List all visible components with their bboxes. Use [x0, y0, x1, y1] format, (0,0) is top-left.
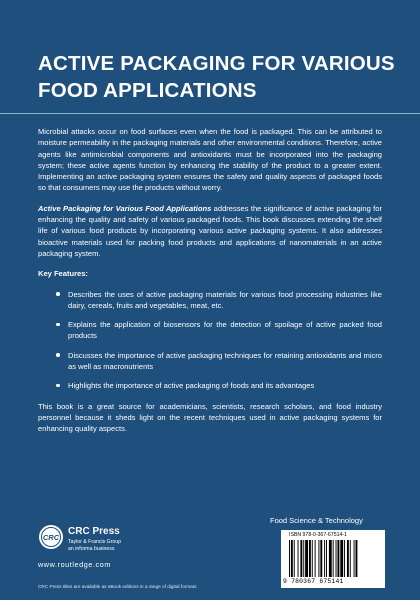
crc-press-logo: [38, 524, 64, 550]
key-features-heading: Key Features:: [38, 269, 88, 279]
publisher-tagline: an informa business: [68, 546, 115, 552]
publisher-url: www.routledge.com: [38, 560, 111, 569]
logo-text: CRC: [42, 532, 60, 542]
barcode-bar: [347, 540, 349, 577]
summary-paragraph: [38, 203, 382, 259]
ebook-note: CRC Press titles are available as eBook editions in a range of digital formats: [38, 584, 197, 589]
title-divider: [0, 113, 420, 114]
barcode-bar: [318, 540, 319, 577]
barcode-bar: [320, 540, 322, 577]
barcode-bar: [329, 540, 332, 577]
barcode-bar: [326, 540, 327, 577]
barcode-bar: [350, 540, 351, 577]
audience-paragraph: This book is a great source for academicians, scientists, research scholars, and food industry personnel because it sheds light on the recent techniques used in active packaging systems for enhancing quality aspects.: [38, 401, 382, 434]
barcode-bar: [309, 540, 311, 577]
key-feature-item: [54, 380, 382, 391]
barcode-bar: [289, 540, 290, 577]
barcode-bar: [300, 540, 302, 577]
key-feature-item: [54, 289, 382, 312]
barcode-icon: [289, 540, 377, 577]
barcode-bar: [294, 540, 295, 577]
bullet-icon: [56, 384, 60, 388]
summary-book-title: Active Packaging for Various Food Applications: [38, 203, 212, 213]
key-features-list: [54, 289, 382, 392]
barcode-bar: [312, 540, 313, 577]
bullet-icon: [56, 323, 60, 327]
barcode-bar: [354, 540, 355, 577]
intro-paragraph: Microbial attacks occur on food surfaces even when the food is packaged. This can be attributed to moisture permeability in the packaging materials and other environmental conditions. Therefore, active agents like antimicrobial components and antioxidants must be incorporated into the packaging system; these active agents function by enhancing the stability of the product to a greater extent. Implementing an active packaging system ensures the safety and quality aspects of packaged foods so that consumers may use the products without worry.: [38, 127, 382, 193]
isbn-barcode: [281, 530, 385, 588]
barcode-bar: [344, 540, 345, 577]
publisher-group: Taylor & Francis Group: [68, 539, 122, 545]
publisher-name: CRC Press: [68, 526, 120, 537]
book-title-line-1: ACTIVE PACKAGING FOR VARIOUS: [38, 52, 395, 75]
key-feature-item: [54, 350, 382, 373]
publisher-block: [38, 524, 168, 574]
book-title-line-2: FOOD APPLICATIONS: [38, 79, 257, 102]
key-feature-text: Highlights the importance of active packaging of foods and its advantages: [68, 381, 315, 391]
barcode-bar: [305, 540, 308, 577]
summary-text: addresses the significance of active packaging for enhancing the quality and safety of various packaged foods. This book discusses extending the shelf life of various food products by incorporating various active packaging systems. It also addresses bioactive materials used for packing food products and applications of nanomaterials in an active packaging system.: [38, 203, 382, 258]
barcode-bar: [337, 540, 339, 577]
barcode-bar: [356, 540, 358, 577]
key-feature-text: Discusses the importance of active packaging techniques for retaining antioxidants and micro as well as macronutrients: [68, 350, 382, 372]
barcode-bar: [315, 540, 316, 577]
barcode-bar: [324, 540, 325, 577]
key-feature-item: [54, 319, 382, 342]
barcode-bar: [340, 540, 343, 577]
barcode-bar: [291, 540, 293, 577]
isbn-number: ISBN 978-0-367-67514-1: [289, 532, 347, 538]
subject-category: Food Science & Technology: [270, 516, 363, 525]
back-cover-blurb: [38, 126, 382, 444]
bullet-icon: [56, 353, 60, 357]
barcode-bar: [333, 540, 334, 577]
bullet-icon: [56, 292, 60, 296]
barcode-bar: [336, 540, 337, 577]
book-title: [38, 50, 398, 104]
barcode-bar: [298, 540, 299, 577]
key-feature-text: Explains the application of biosensors for the detection of spoilage of active packed food products: [68, 320, 382, 341]
barcode-digits: 9 780367 675141: [283, 578, 344, 585]
key-feature-text: Describes the uses of active packaging materials for various food processing industries like dairy, cereals, fruits and vegetables, meat, etc.: [68, 289, 382, 310]
barcode-bar: [303, 540, 304, 577]
